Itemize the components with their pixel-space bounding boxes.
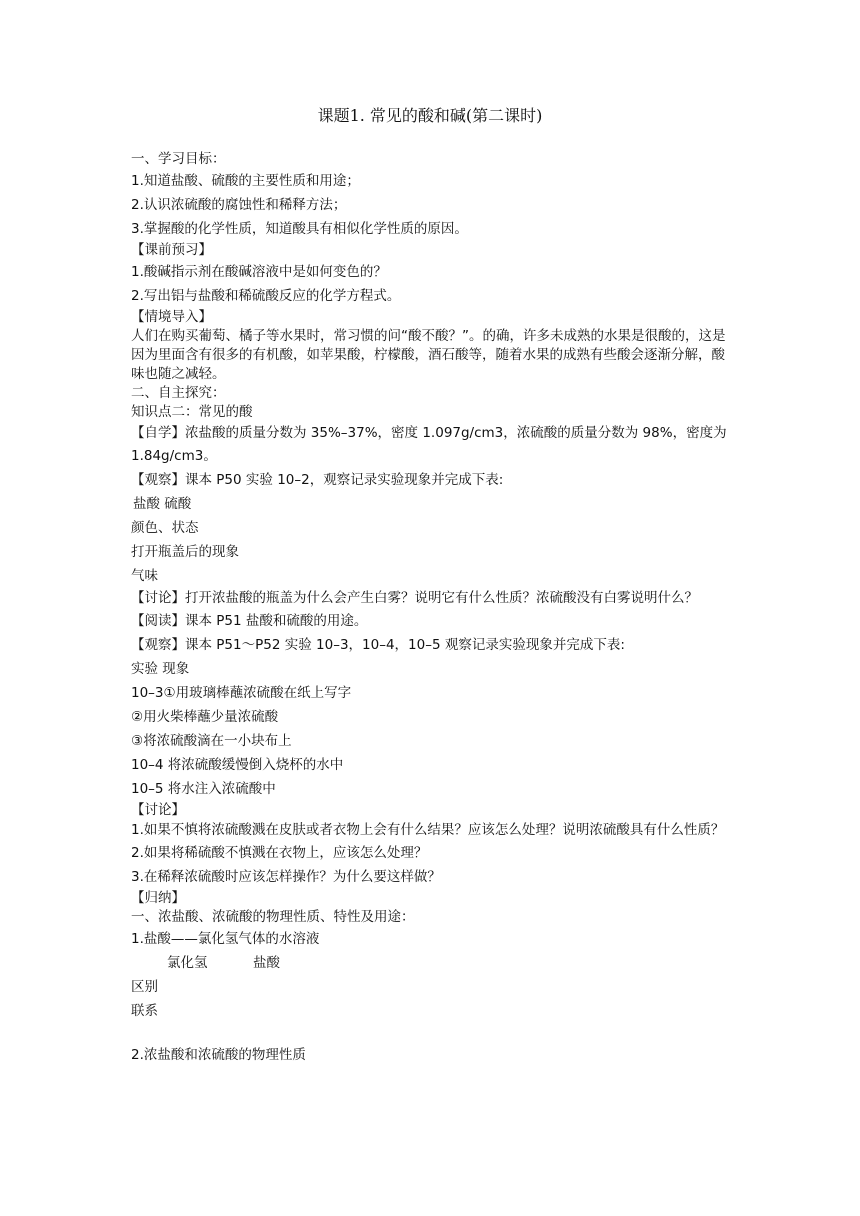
hcl-col-acid: 盐酸 bbox=[253, 955, 280, 971]
preview-question-2: 2.写出铝与盐酸和稀硫酸反应的化学方程式。 bbox=[131, 288, 401, 304]
objective-2: 2.认识浓硫酸的腐蚀性和稀释方法； bbox=[131, 197, 347, 213]
page-title: 课题1. 常见的酸和碱(第二课时) bbox=[317, 106, 543, 125]
table1-row-color: 颜色、状态 bbox=[131, 520, 199, 536]
hcl-row-difference: 区别 bbox=[131, 979, 158, 995]
table2-row-10-3c: ③将浓硫酸滴在一小块布上 bbox=[131, 733, 292, 749]
objective-3: 3.掌握酸的化学性质，知道酸具有相似化学性质的原因。 bbox=[131, 221, 468, 237]
table1-row-open: 打开瓶盖后的现象 bbox=[131, 544, 239, 560]
table1-header: 盐酸 硫酸 bbox=[133, 496, 192, 512]
hcl-table-header bbox=[131, 951, 731, 975]
preview-question-1: 1.酸碱指示剂在酸碱溶液中是如何变色的？ bbox=[131, 264, 387, 280]
objective-1: 1.知道盐酸、硫酸的主要性质和用途； bbox=[131, 173, 360, 189]
reading-instruction: 【阅读】课本 P51 盐酸和硫酸的用途。 bbox=[131, 613, 368, 629]
summary-heading: 【归纳】 bbox=[131, 890, 185, 906]
discussion-heading: 【讨论】 bbox=[131, 802, 185, 818]
hcl-definition: 1.盐酸——氯化氢气体的水溶液 bbox=[131, 931, 320, 947]
table2-header: 实验 现象 bbox=[131, 661, 190, 677]
summary-section-1: 一、浓盐酸、浓硫酸的物理性质、特性及用途： bbox=[131, 909, 415, 925]
table2-row-10-3b: ②用火柴棒蘸少量浓硫酸 bbox=[131, 709, 279, 725]
discussion-question-2: 2.如果将稀硫酸不慎溅在衣物上，应该怎么处理？ bbox=[131, 845, 428, 861]
table1-row-smell: 气味 bbox=[131, 568, 158, 584]
preview-heading: 【课前预习】 bbox=[131, 242, 212, 258]
scenario-paragraph: 人们在购买葡萄、橘子等水果时，常习惯的问“酸不酸？”。的确，许多未成熟的水果是很酸的，这是因为里面含有很多的有机酸，如苹果酸，柠檬酸，酒石酸等，随着水果的成熟有些酸会逐渐分解，酸味也随之减轻。 bbox=[131, 328, 726, 382]
discussion-paragraph-1: 【讨论】打开浓盐酸的瓶盖为什么会产生白雾？说明它有什么性质？浓硫酸没有白雾说明什么？ bbox=[131, 590, 698, 606]
self-study-paragraph: 【自学】浓盐酸的质量分数为 35%–37%，密度 1.097g/cm3，浓硫酸的质量分数为 98%，密度为 1.84g/cm3。 bbox=[131, 425, 727, 464]
discussion-question-1: 1.如果不慎将浓硫酸溅在皮肤或者衣物上会有什么结果？应该怎么处理？说明浓硫酸具有什么性质？ bbox=[131, 822, 725, 838]
hcl-col-gas: 氯化氢 bbox=[167, 955, 208, 971]
observe-instruction-1: 【观察】课本 P50 实验 10–2，观察记录实验现象并完成下表: bbox=[131, 472, 504, 488]
physical-properties-heading: 2.浓盐酸和浓硫酸的物理性质 bbox=[131, 1047, 306, 1063]
table2-row-10-5: 10–5 将水注入浓硫酸中 bbox=[131, 781, 276, 797]
blank-line bbox=[131, 1023, 731, 1043]
table2-row-10-3a: 10–3①用玻璃棒蘸浓硫酸在纸上写字 bbox=[131, 685, 352, 701]
discussion-question-3: 3.在稀释浓硫酸时应该怎样操作？为什么要这样做？ bbox=[131, 869, 441, 885]
scenario-heading: 【情境导入】 bbox=[131, 309, 212, 325]
section-heading-explore: 二、自主探究： bbox=[131, 385, 226, 401]
knowledge-point-heading: 知识点二：常见的酸 bbox=[131, 404, 253, 420]
table2-row-10-4: 10–4 将浓硫酸缓慢倒入烧杯的水中 bbox=[131, 757, 344, 773]
observe-instruction-2: 【观察】课本 P51～P52 实验 10–3，10–4，10–5 观察记录实验现象并完成下表: bbox=[131, 637, 625, 653]
hcl-row-connection: 联系 bbox=[131, 1003, 158, 1019]
section-heading-objectives: 一、学习目标： bbox=[131, 151, 226, 167]
document-body bbox=[131, 150, 731, 1067]
